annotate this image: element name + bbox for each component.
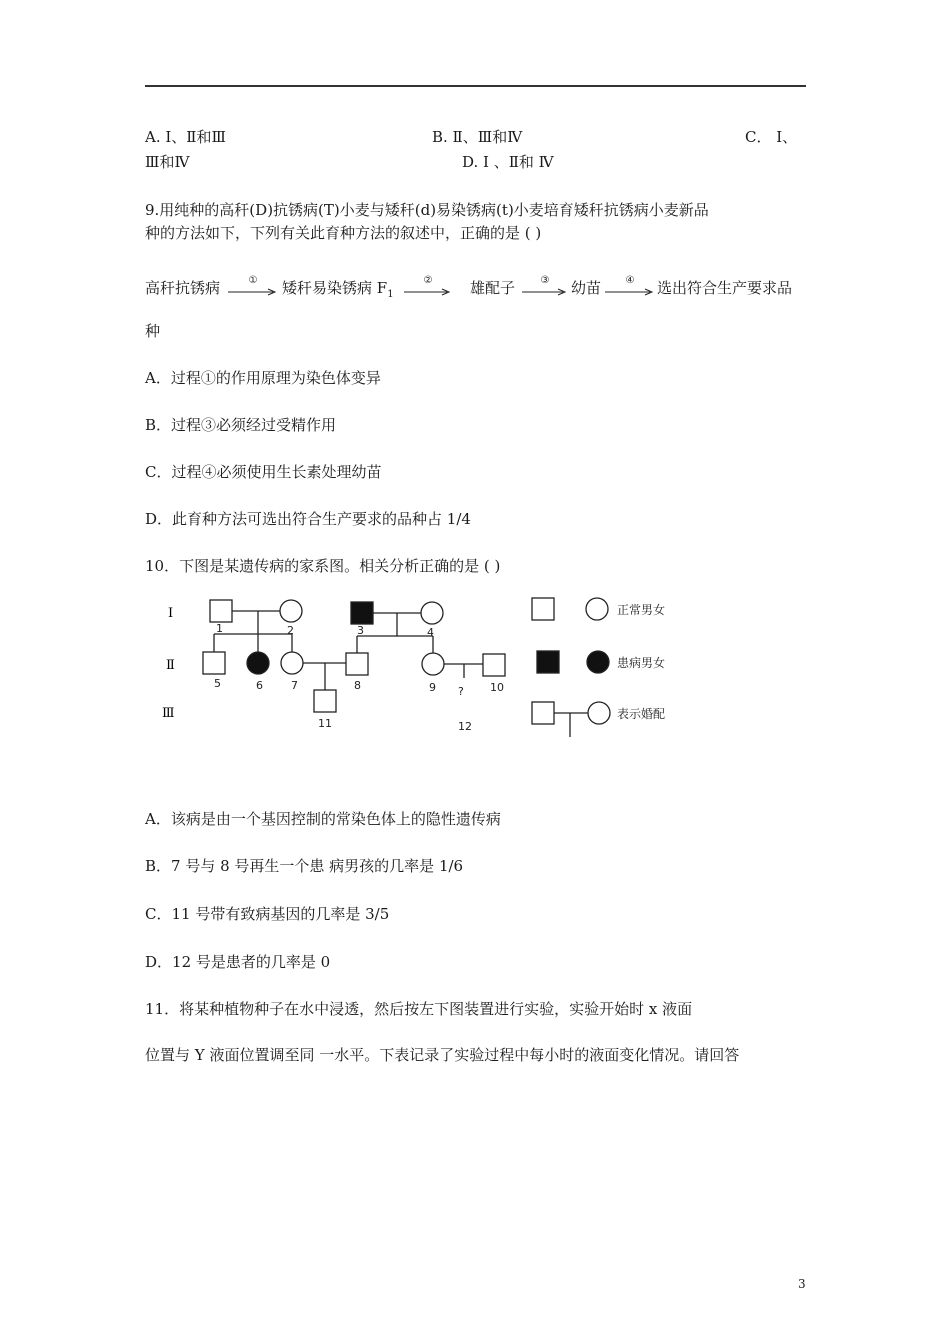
q9-option-d: D．此育种方法可选出符合生产要求的品种占 1/4	[145, 510, 471, 528]
flow-step-2-subscript: 1	[387, 289, 394, 300]
label-12: 12	[458, 720, 472, 733]
individual-6	[247, 652, 269, 674]
flow-step-5: 选出符合生产要求品	[657, 279, 793, 297]
legend-affected-female	[587, 651, 609, 673]
flow-step-1: 高秆抗锈病	[145, 279, 221, 297]
flow-arrow-2	[404, 275, 452, 297]
label-2: 2	[287, 624, 294, 637]
q9-option-a: A．过程①的作用原理为染色体变异	[145, 369, 381, 387]
label-7: 7	[291, 679, 298, 692]
flow-step-5-wrap: 种	[145, 322, 161, 340]
gen-label-3: Ⅲ	[162, 706, 175, 721]
flow-arrow-4	[605, 275, 655, 297]
gen-label-2: Ⅱ	[166, 658, 175, 673]
q8-option-b: B. Ⅱ、Ⅲ和Ⅳ	[432, 128, 523, 146]
legend-normal-female	[586, 598, 608, 620]
label-6: 6	[256, 679, 263, 692]
legend-normal-male	[532, 598, 554, 620]
flow-arrow-1	[228, 275, 278, 297]
individual-7	[281, 652, 303, 674]
individual-4	[421, 602, 443, 624]
q11-line2: 位置与 Y 液面位置调至同 一水平。下表记录了实验过程中每小时的液面变化情况。请回答	[145, 1046, 740, 1064]
header-rule	[145, 85, 806, 87]
unknown-mark: ?	[458, 685, 464, 698]
q9-stem-line2: 种的方法如下，下列有关此育种方法的叙述中，正确的是 ( )	[145, 224, 542, 242]
flow-arrow-1-label: ①	[248, 275, 258, 286]
q10-option-c: C．11 号带有致病基因的几率是 3/5	[145, 905, 390, 923]
individual-1	[210, 600, 232, 622]
q10-option-b: B．7 号与 8 号再生一个患 病男孩的几率是 1/6	[145, 857, 464, 875]
q10-option-a: A．该病是由一个基因控制的常染色体上的隐性遗传病	[145, 810, 501, 828]
label-4: 4	[427, 626, 434, 639]
flow-arrow-2-label: ②	[423, 275, 433, 286]
legend-marriage-female	[588, 702, 610, 724]
legend-marriage-text: 表示婚配	[617, 707, 666, 721]
legend-marriage-male	[532, 702, 554, 724]
q8-option-c-part2: Ⅲ和Ⅳ	[145, 153, 190, 171]
legend-affected-male	[537, 651, 559, 673]
gen-label-1: Ⅰ	[168, 606, 174, 621]
flow-arrow-3-label: ③	[540, 275, 550, 286]
q8-option-d: D. Ⅰ 、Ⅱ和 Ⅳ	[462, 153, 554, 171]
q10-stem: 10．下图是某遗传病的家系图。相关分析正确的是 ( )	[145, 557, 501, 575]
individual-3	[351, 602, 373, 624]
page-number: 3	[798, 1277, 806, 1291]
flow-step-2	[282, 279, 394, 304]
label-8: 8	[354, 679, 361, 692]
pedigree-chart	[150, 590, 710, 750]
individual-5	[203, 652, 225, 674]
individual-10	[483, 654, 505, 676]
legend-affected-text: 患病男女	[617, 656, 666, 670]
flow-arrow-4-label: ④	[625, 275, 635, 286]
label-9: 9	[429, 681, 436, 694]
individual-11	[314, 690, 336, 712]
q9-option-c: C．过程④必须使用生长素处理幼苗	[145, 463, 382, 481]
label-10: 10	[490, 681, 504, 694]
label-1: 1	[216, 622, 223, 635]
individual-8	[346, 653, 368, 675]
label-3: 3	[357, 624, 364, 637]
q8-option-a: A. Ⅰ、Ⅱ和Ⅲ	[145, 128, 226, 146]
q9-stem-line1: 9.用纯种的高秆(D)抗锈病(T)小麦与矮秆(d)易染锈病(t)小麦培育矮秆抗锈病小麦新品	[145, 201, 709, 219]
q9-option-b: B．过程③必须经过受精作用	[145, 416, 337, 434]
flow-step-4: 幼苗	[571, 279, 602, 297]
flow-arrow-3	[522, 275, 568, 297]
q8-option-c-part1: C． Ⅰ、	[745, 128, 798, 146]
pedigree-legend	[532, 598, 665, 737]
label-11: 11	[318, 717, 332, 730]
label-5: 5	[214, 677, 221, 690]
legend-normal-text: 正常男女	[617, 603, 666, 617]
flow-step-2-text: 矮秆易染锈病 F	[282, 279, 388, 297]
flow-step-3: 雄配子	[470, 279, 516, 297]
individual-9	[422, 653, 444, 675]
q11-line1: 11．将某种植物种子在水中浸透，然后按左下图装置进行实验，实验开始时 x 液面	[145, 1000, 693, 1018]
individual-2	[280, 600, 302, 622]
q10-option-d: D．12 号是患者的几率是 0	[145, 953, 331, 971]
